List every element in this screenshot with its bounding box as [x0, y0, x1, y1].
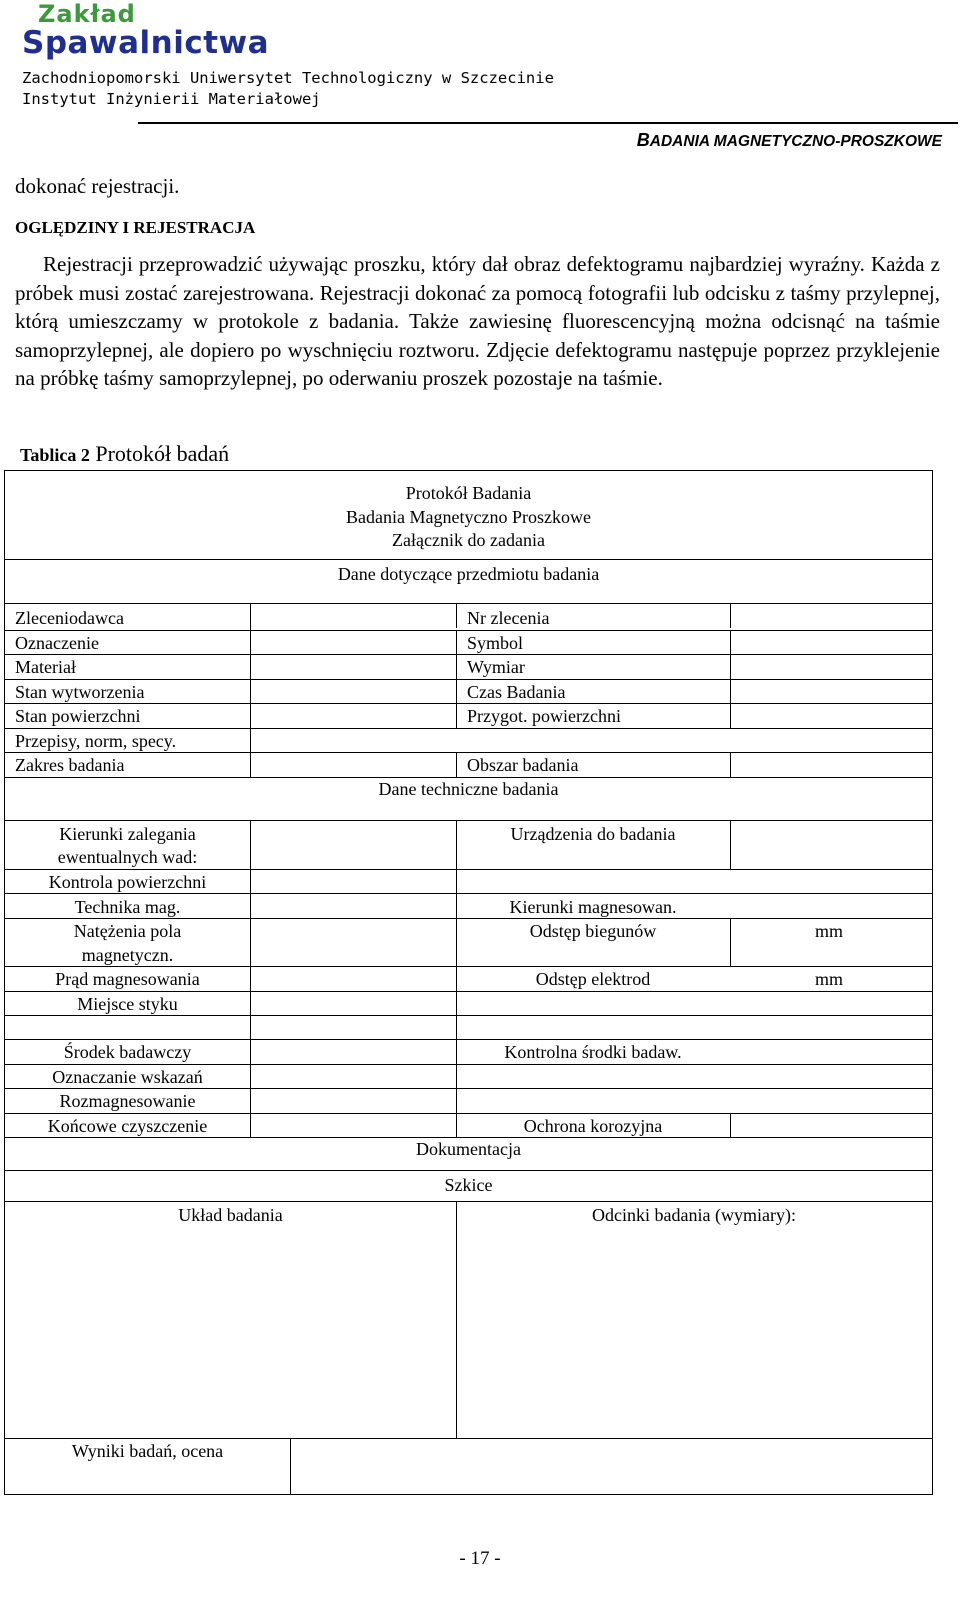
body-paragraph: Rejestracji przeprowadzić używając proszku, który dał obraz defektogramu najbardziej wyraźny. Każda z próbek musi zostać zarejestrowana. Rejestracji dokonać za pomocą fotografii lub odcisku z taśmy przylepnej, którą umieszczamy w protokole z badania. Także zawiesinę fluorescencyjną można odcisnąć na taśmie samoprzylepnej, ale dopiero po wyschnięciu roztworu. Zdjęcie defektogramu następuje poprzez przyklejenie na próbkę taśmy samoprzylepnej, po oderwaniu proszek pozostaje na taśmie. [15, 252, 940, 390]
header-rule [138, 122, 958, 124]
label-test-sections: Odcinki badania (wymiary): [592, 1205, 796, 1225]
column-divider [730, 630, 731, 728]
label-surface-prep: Przygot. powierzchni [467, 706, 621, 726]
column-divider [730, 752, 731, 777]
divider [5, 1113, 932, 1114]
divider [5, 1170, 932, 1171]
label-defect-direction: Kierunki zalegania [59, 824, 196, 844]
label-test-scope: Zakres badania [15, 755, 125, 775]
logo [22, 2, 269, 60]
label-magnetizing-current: Prąd magnesowania [55, 969, 200, 989]
label-client: Zleceniodawca [15, 608, 124, 628]
divider [5, 630, 932, 631]
unit-mm: mm [815, 969, 844, 989]
table-caption [20, 441, 229, 467]
column-divider [730, 820, 731, 869]
label-regulations: Przepisy, norm, specy. [15, 731, 177, 751]
form-subtitle: Badania Magnetyczno Proszkowe [346, 507, 591, 527]
label-surface-control: Kontrola powierzchni [48, 872, 207, 892]
label-magnetization-direction: Kierunki magnesowan. [509, 897, 677, 917]
divider [5, 703, 932, 704]
page-number: - 17 - [459, 1548, 501, 1569]
divider [5, 966, 932, 967]
label-defect-direction-cont: ewentualnych wad: [57, 847, 198, 867]
column-divider [250, 820, 251, 1137]
institution-name: Zachodniopomorski Uniwersytet Technologiczny w Szczecinie [22, 69, 554, 87]
logo-line2: Spawalnictwa [22, 25, 270, 61]
label-designation: Oznaczenie [15, 633, 99, 653]
section-heading: OGLĘDZINY I REJESTRACJA [15, 218, 256, 237]
label-pole-spacing: Odstęp biegunów [529, 921, 657, 941]
label-field-strength: Natężenia pola [73, 921, 182, 941]
label-electrode-spacing: Odstęp elektrod [535, 969, 651, 989]
divider [5, 1039, 932, 1040]
divider [5, 559, 932, 560]
protocol-form [4, 470, 933, 1495]
column-divider [456, 752, 457, 777]
form-attachment: Załącznik do zadania [392, 530, 545, 550]
section-title [637, 130, 942, 151]
logo-line1: Zakład [38, 0, 136, 28]
label-order-number: Nr zlecenia [467, 608, 550, 628]
label-field-strength-cont: magnetyczn. [81, 945, 174, 965]
section-title-rest: ADANIA MAGNETYCZNO-PROSZKOWE [649, 133, 942, 150]
divider [5, 1015, 932, 1016]
table-caption-title: Protokół badań [95, 441, 230, 466]
divider [5, 1064, 932, 1065]
label-magnetization-technique: Technika mag. [74, 897, 181, 917]
label-indication-marking: Oznaczanie wskazań [52, 1067, 203, 1087]
column-divider [730, 918, 731, 966]
unit-mm: mm [815, 921, 844, 941]
divider [5, 991, 932, 992]
label-production-state: Stan wytworzenia [15, 682, 145, 702]
label-final-cleaning: Końcowe czyszczenie [47, 1116, 208, 1136]
label-material: Materiał [15, 657, 76, 677]
label-symbol: Symbol [467, 633, 524, 653]
column-divider [456, 630, 457, 728]
label-test-time: Czas Badania [467, 682, 566, 702]
label-results: Wyniki badań, ocena [71, 1441, 224, 1461]
label-demagnetization: Rozmagnesowanie [59, 1091, 196, 1111]
divider [5, 820, 932, 821]
form-title: Protokół Badania [405, 483, 532, 503]
divider [5, 1201, 932, 1202]
label-test-medium: Środek badawczy [63, 1042, 192, 1062]
label-contact-point: Miejsce styku [77, 994, 178, 1014]
column-divider [730, 603, 731, 628]
label-test-equipment: Urządzenia do badania [510, 824, 676, 844]
divider [5, 918, 932, 919]
divider [5, 679, 932, 680]
column-divider [730, 1113, 731, 1137]
column-divider [456, 1201, 457, 1438]
divider [5, 1088, 932, 1089]
intro-text: dokonać rejestracji. [15, 174, 180, 198]
divider [5, 1438, 932, 1439]
column-divider [250, 603, 251, 777]
divider [5, 752, 932, 753]
section-subject-data: Dane dotyczące przedmiotu badania [337, 564, 600, 584]
divider [5, 869, 932, 870]
institute-name: Instytut Inżynierii Materiałowej [22, 90, 321, 108]
divider [5, 893, 932, 894]
section-technical-data: Dane techniczne badania [378, 779, 559, 799]
label-surface-state: Stan powierzchni [15, 706, 141, 726]
divider [5, 603, 932, 604]
section-title-initial: B [636, 130, 650, 150]
divider [5, 654, 932, 655]
table-caption-label: Tablica 2 [20, 445, 90, 465]
label-dimension: Wymiar [467, 657, 525, 677]
label-test-setup: Układ badania [178, 1205, 283, 1225]
section-documentation: Dokumentacja [416, 1139, 521, 1159]
divider [5, 728, 932, 729]
label-test-area: Obszar badania [467, 755, 579, 775]
label-test-media-control: Kontrolna środki badaw. [504, 1042, 682, 1062]
column-divider [456, 603, 457, 628]
section-sketches: Szkice [444, 1175, 493, 1195]
column-divider [290, 1438, 291, 1494]
label-corrosion-protection: Ochrona korozyjna [523, 1116, 663, 1136]
